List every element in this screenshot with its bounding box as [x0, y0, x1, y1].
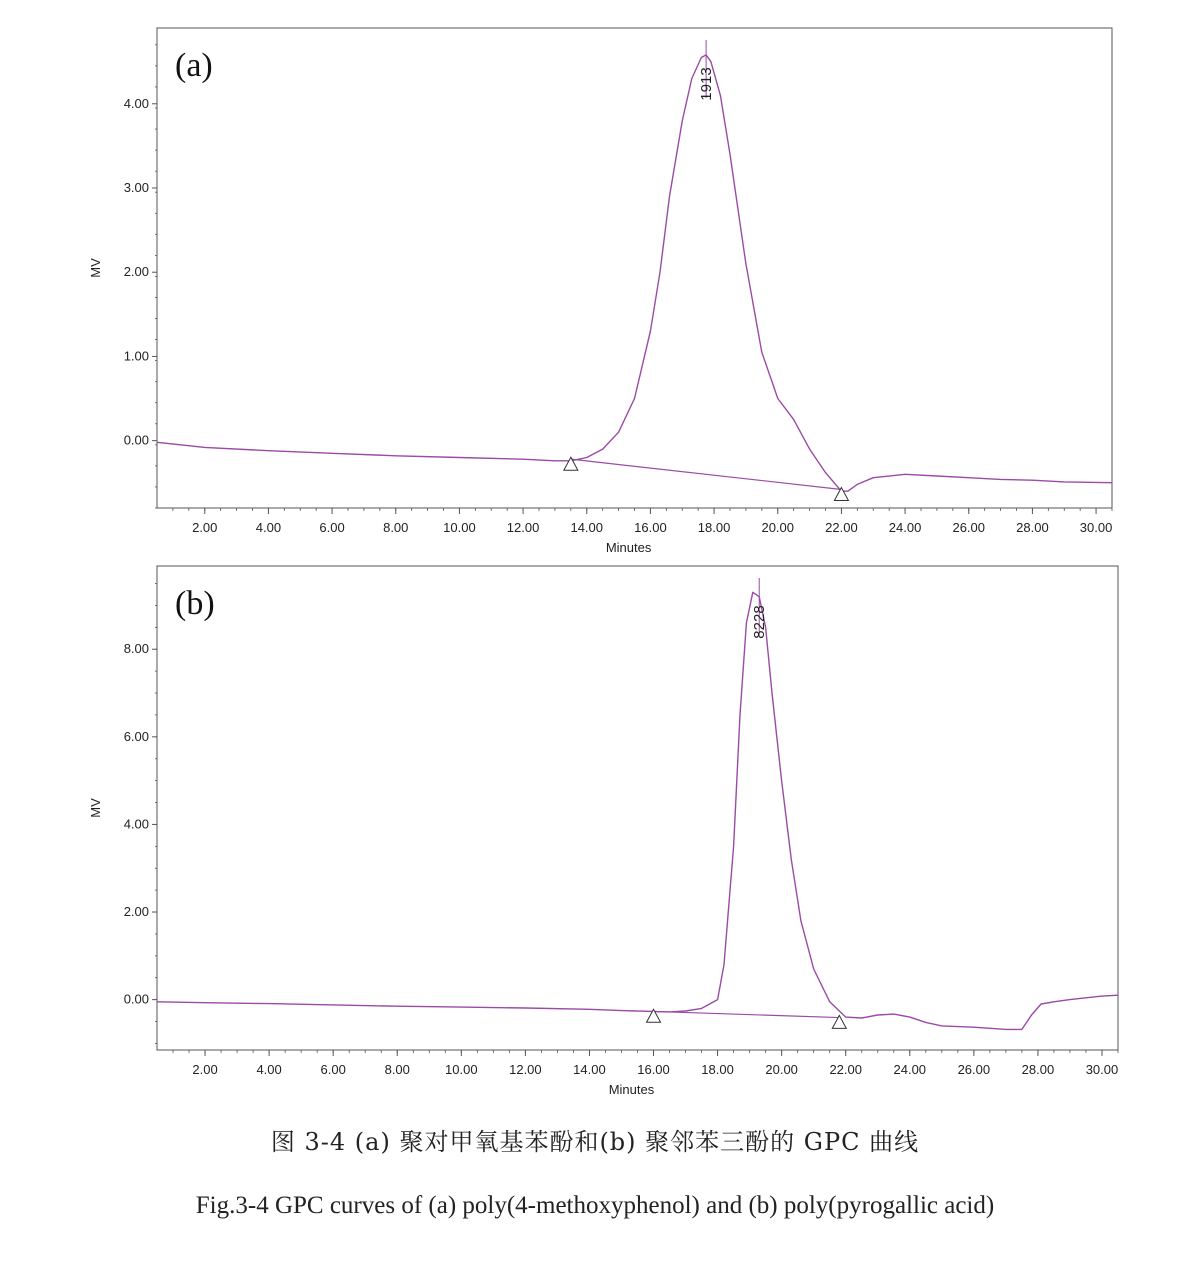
panel-a-frame — [157, 28, 1112, 508]
caption-chinese: 图 3-4 (a) 聚对甲氧基苯酚和(b) 聚邻苯三酚的 GPC 曲线 — [270, 1128, 920, 1156]
panel-a-ytick-label: 2.00 — [123, 264, 149, 280]
panel-b-xtick-label: 28.00 — [1021, 1062, 1055, 1077]
panel-b-label: (b) — [175, 585, 215, 622]
panel-b-peak-label: 8228 — [751, 605, 769, 639]
panel-a-chart — [88, 28, 1112, 555]
panel-a-xtick-label: 28.00 — [1016, 520, 1049, 535]
panel-a-xtick-label: 8.00 — [383, 520, 409, 535]
panel-a-peak-label: 1913 — [698, 67, 716, 101]
panel-a-xtick-label: 30.00 — [1079, 520, 1113, 535]
panel-b-xtick-label: 30.00 — [1085, 1062, 1119, 1077]
panel-a-xtick-label: 6.00 — [319, 520, 345, 535]
panel-b-y-axis-title: MV — [88, 798, 103, 818]
panel-b-xtick-label: 12.00 — [509, 1062, 542, 1077]
panel-b-chart — [88, 566, 1118, 1097]
panel-b-ytick-label: 8.00 — [123, 641, 149, 657]
panel-a-label: (a) — [175, 47, 213, 84]
panel-a-ytick-label: 0.00 — [123, 432, 149, 448]
panel-a-ytick-label: 3.00 — [123, 180, 149, 195]
panel-b-x-axis-title: Minutes — [608, 1082, 655, 1097]
panel-b-xtick-label: 16.00 — [637, 1062, 670, 1077]
panel-a-xtick-label: 2.00 — [192, 520, 218, 535]
panel-a-ytick-label: 1.00 — [123, 348, 149, 364]
panel-b-xtick-label: 2.00 — [192, 1062, 218, 1077]
panel-b-xtick-label: 10.00 — [445, 1062, 478, 1077]
panel-a-integration-baseline — [571, 459, 842, 489]
panel-a-xtick-label: 26.00 — [952, 520, 986, 535]
panel-a-xtick-label: 14.00 — [570, 520, 604, 535]
panel-a-xtick-label: 10.00 — [443, 520, 476, 535]
panel-b-frame — [157, 566, 1118, 1050]
panel-b-xtick-label: 20.00 — [765, 1062, 798, 1077]
caption-english: Fig.3-4 GPC curves of (a) poly(4-methoxyphenol) and (b) poly(pyrogallic acid) — [195, 1192, 995, 1219]
panel-a-y-axis-title: MV — [88, 258, 103, 278]
panel-a-xtick-label: 20.00 — [761, 520, 795, 535]
panel-b-integration-baseline — [654, 1011, 840, 1017]
panel-b-xtick-label: 14.00 — [573, 1062, 606, 1077]
panel-b-xtick-label: 24.00 — [893, 1062, 927, 1077]
panel-a-ytick-label: 4.00 — [123, 95, 149, 111]
panel-b-xtick-label: 6.00 — [320, 1062, 346, 1077]
panel-a-xtick-label: 24.00 — [888, 520, 922, 535]
panel-a-xtick-label: 18.00 — [697, 520, 731, 535]
panel-b-xtick-label: 18.00 — [701, 1062, 734, 1077]
panel-b-xtick-label: 22.00 — [829, 1062, 862, 1077]
panel-b-ytick-label: 0.00 — [123, 991, 149, 1007]
panel-a-xtick-label: 4.00 — [255, 520, 282, 535]
panel-b-ytick-label: 2.00 — [123, 904, 149, 920]
panel-b-gpc-curve — [157, 592, 1118, 1029]
panel-b-ytick-label: 4.00 — [123, 816, 149, 832]
panel-a-xtick-label: 22.00 — [825, 520, 858, 535]
panel-a-gpc-curve — [157, 55, 1112, 491]
panel-a-xtick-label: 12.00 — [506, 520, 540, 535]
panel-a-xtick-label: 16.00 — [634, 520, 667, 535]
panel-b-xtick-label: 8.00 — [384, 1062, 410, 1077]
panel-b-xtick-label: 26.00 — [957, 1062, 991, 1077]
panel-b-xtick-label: 4.00 — [256, 1062, 282, 1077]
panel-b-ytick-label: 6.00 — [123, 728, 149, 744]
panel-a-x-axis-title: Minutes — [605, 540, 652, 555]
